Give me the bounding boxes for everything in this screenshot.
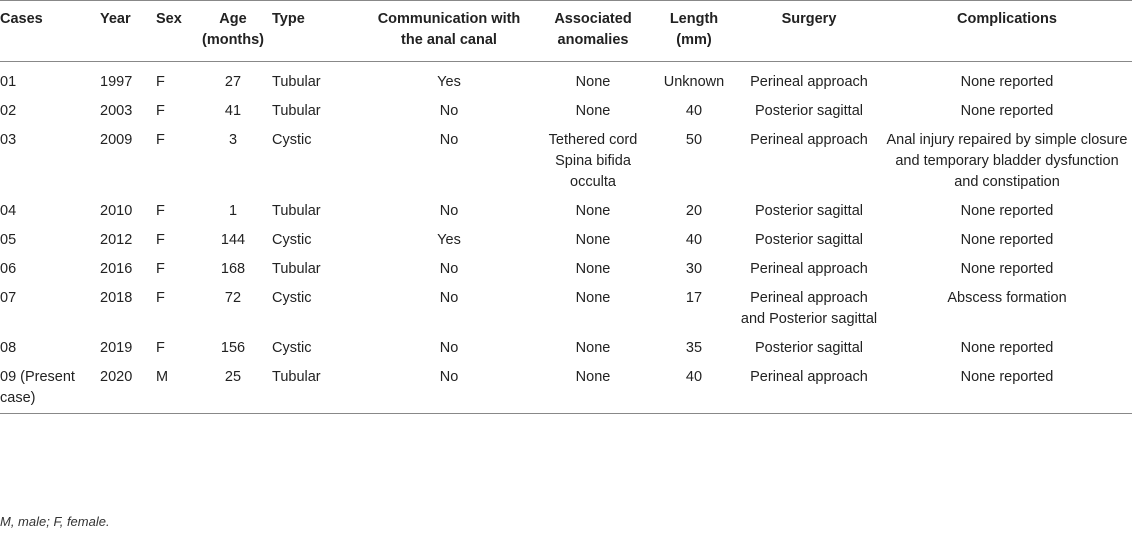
cell-associated-anomalies: None [575,232,611,248]
cell-surgery: Perineal approach [750,132,868,148]
cell-sex: F [156,74,165,90]
table-row [0,126,1132,197]
cell-type: Tubular [272,103,321,119]
cell-case: 07 [0,290,17,306]
cell-associated-anomalies: None [575,340,611,356]
cell-associated-anomalies: None [575,290,611,306]
header-cases: Cases [0,11,43,27]
cell-year: 2003 [100,103,133,119]
cell-surgery: Perineal approach and Posterior sagittal [740,290,878,327]
cell-length: 30 [685,261,703,277]
cell-year: 2009 [100,132,133,148]
cell-sex: F [156,232,165,248]
cell-communication: No [439,261,459,277]
cell-communication: No [439,369,459,385]
table-row [0,197,1132,226]
table-footnote: M, male; F, female. [0,514,110,529]
cell-length: 17 [685,290,703,306]
cell-sex: F [156,340,165,356]
cell-case: 01 [0,74,17,90]
cell-length: 50 [685,132,703,148]
cell-sex: F [156,290,165,306]
cell-sex: F [156,132,165,148]
cell-associated-anomalies: None [575,103,611,119]
cell-length: 40 [685,232,703,248]
header-communication: Communication with the anal canal [377,11,521,48]
cell-sex: F [156,203,165,219]
cell-communication: No [439,103,459,119]
header-year: Year [100,11,131,27]
cell-age: 1 [228,203,238,219]
cell-type: Cystic [272,132,312,148]
cell-age: 41 [224,103,242,119]
cell-complications: Anal injury repaired by simple closure and temporary bladder dysfunction and constipation [886,132,1128,190]
cell-communication: Yes [437,74,461,90]
cell-complications: None reported [960,203,1054,219]
cell-sex: M [156,369,169,385]
header-age: Age (months) [202,11,265,48]
cell-year: 2019 [100,340,133,356]
table-row [0,226,1132,255]
cell-length: 35 [685,340,703,356]
cell-associated-anomalies: None [575,203,611,219]
cell-type: Cystic [272,290,312,306]
cell-case: 06 [0,261,17,277]
table-row [0,334,1132,363]
cell-complications: None reported [960,103,1054,119]
cell-year: 2012 [100,232,133,248]
cell-year: 1997 [100,74,133,90]
header-complications: Complications [957,11,1057,27]
cell-length: 40 [685,369,703,385]
cell-type: Cystic [272,232,312,248]
cell-year: 2018 [100,290,133,306]
cell-year: 2010 [100,203,133,219]
cell-surgery: Posterior sagittal [755,203,863,219]
cell-complications: None reported [960,261,1054,277]
cell-associated-anomalies: Tethered cord Spina bifida occulta [548,132,638,190]
cell-surgery: Perineal approach [750,261,868,277]
cell-sex: F [156,261,165,277]
cell-complications: None reported [960,340,1054,356]
table-row [0,284,1132,334]
cell-communication: No [439,132,459,148]
cell-age: 156 [220,340,246,356]
cell-type: Tubular [272,203,321,219]
cell-type: Tubular [272,261,321,277]
cell-age: 72 [224,290,242,306]
cell-type: Tubular [272,369,321,385]
cell-age: 27 [224,74,242,90]
header-associated-anomalies: Associated anomalies [554,11,632,48]
cell-associated-anomalies: None [575,369,611,385]
cell-associated-anomalies: None [575,261,611,277]
cell-communication: Yes [437,232,461,248]
cell-case: 02 [0,103,17,119]
table-row [0,255,1132,284]
cell-complications: Abscess formation [947,290,1067,306]
table-body [0,62,1132,414]
header-sex: Sex [156,11,182,27]
cell-case: 05 [0,232,17,248]
cell-surgery: Perineal approach [750,369,868,385]
cell-case: 08 [0,340,17,356]
header-row [0,1,1132,62]
cell-type: Cystic [272,340,312,356]
table-row [0,363,1132,414]
cell-communication: No [439,340,459,356]
header-surgery: Surgery [781,11,837,27]
cell-surgery: Posterior sagittal [755,232,863,248]
cell-type: Tubular [272,74,321,90]
cell-year: 2016 [100,261,133,277]
cell-age: 144 [220,232,246,248]
cell-surgery: Posterior sagittal [755,340,863,356]
cell-sex: F [156,103,165,119]
cell-complications: None reported [960,232,1054,248]
cell-length: 40 [685,103,703,119]
table-row [0,62,1132,98]
header-length: Length (mm) [669,11,719,48]
cell-surgery: Perineal approach [750,74,868,90]
cell-communication: No [439,203,459,219]
header-type: Type [272,11,305,27]
cell-case: 04 [0,203,17,219]
cell-length: 20 [685,203,703,219]
cell-age: 3 [228,132,238,148]
cell-complications: None reported [960,74,1054,90]
cell-associated-anomalies: None [575,74,611,90]
cell-communication: No [439,290,459,306]
cell-age: 25 [224,369,242,385]
table-row [0,97,1132,126]
cell-case: 09 (Present case) [0,369,75,406]
cell-case: 03 [0,132,17,148]
cell-length: Unknown [663,74,725,90]
cell-year: 2020 [100,369,133,385]
cell-surgery: Posterior sagittal [755,103,863,119]
cell-age: 168 [220,261,246,277]
cell-complications: None reported [960,369,1054,385]
